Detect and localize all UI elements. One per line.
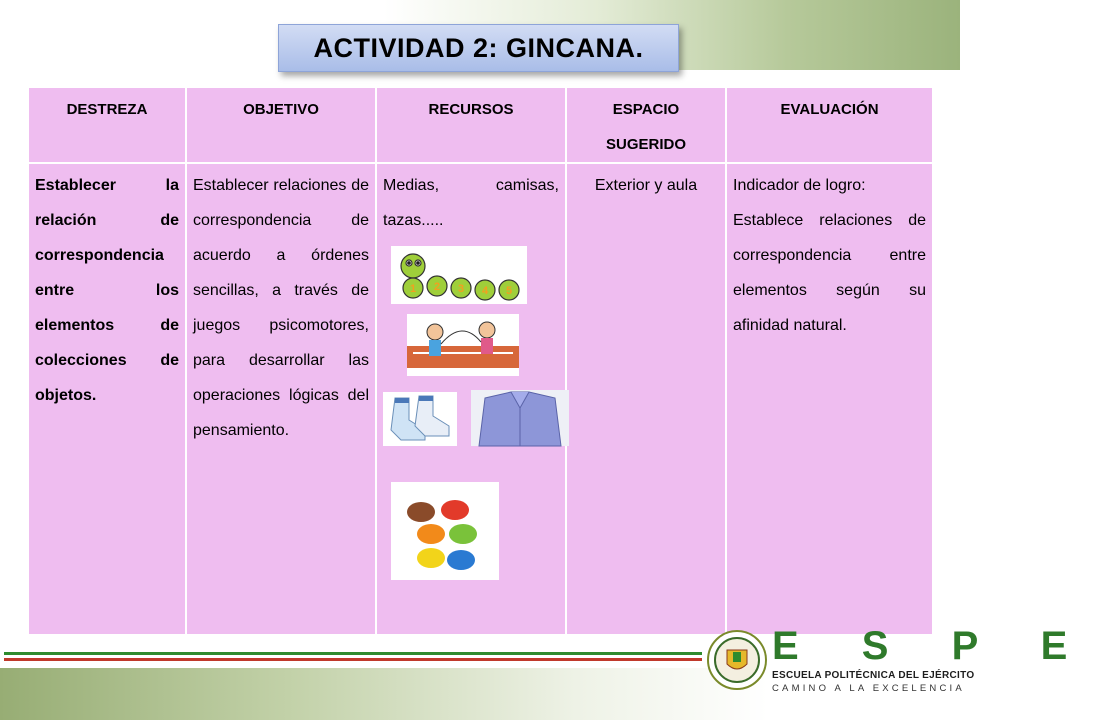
content-row	[28, 163, 933, 635]
title-box	[278, 24, 679, 72]
kids-playing-icon	[407, 314, 519, 376]
page-title: ACTIVIDAD 2: GINCANA.	[313, 32, 644, 63]
header-espacio-line1: ESPACIO	[612, 101, 680, 118]
cups-icon	[391, 482, 499, 580]
recursos-text: Medias, camisas, tazas.....	[383, 177, 559, 229]
recursos-images	[383, 238, 559, 618]
socks-image	[383, 392, 457, 446]
header-evaluacion: EVALUACIÓN	[726, 87, 933, 163]
caterpillar-number-4: 4	[481, 285, 489, 297]
espe-name: ESCUELA POLITÉCNICA DEL EJÉRCITO	[772, 670, 975, 681]
header-objetivo: OBJETIVO	[186, 87, 376, 163]
cell-objetivo: Establecer relaciones de correspondencia de acuerdo a órdenes sencillas, a través de juegos psicomotores, para desarrollar las operaciones lógicas del pensamiento.	[186, 163, 376, 635]
footer-stripes	[4, 652, 702, 661]
activity-table	[27, 86, 934, 636]
header-row	[28, 87, 933, 163]
cell-destreza: Establecer la relación de correspondencia entre los elementos de colecciones de objetos.	[28, 163, 186, 635]
evaluacion-text: Establece relaciones de correspondencia entre elementos según su afinidad natural.	[733, 212, 926, 334]
caterpillar-number-2: 2	[433, 281, 441, 293]
seal-shield-icon	[709, 632, 765, 688]
espe-motto: CAMINO A LA EXCELENCIA	[772, 683, 965, 694]
evaluacion-title: Indicador de logro:	[733, 177, 866, 194]
header-destreza: DESTREZA	[28, 87, 186, 163]
kids-playing-image	[407, 314, 519, 376]
header-espacio	[566, 87, 726, 163]
cell-recursos	[376, 163, 566, 635]
cups-image	[391, 482, 499, 580]
espe-logo-letters: E S P E	[772, 624, 1093, 668]
socks-icon	[383, 392, 457, 446]
shirt-image	[471, 390, 569, 446]
header-espacio-line2: SUGERIDO	[605, 136, 686, 153]
cell-espacio: Exterior y aula	[566, 163, 726, 635]
header-recursos: RECURSOS	[376, 87, 566, 163]
caterpillar-number-5: 5	[505, 285, 513, 297]
caterpillar-number-1: 1	[409, 283, 417, 295]
caterpillar-image	[391, 246, 527, 304]
shirt-icon	[471, 390, 569, 446]
caterpillar-icon	[391, 246, 527, 304]
caterpillar-number-3: 3	[457, 283, 465, 295]
espe-seal-icon	[707, 630, 767, 690]
cell-evaluacion	[726, 163, 933, 635]
